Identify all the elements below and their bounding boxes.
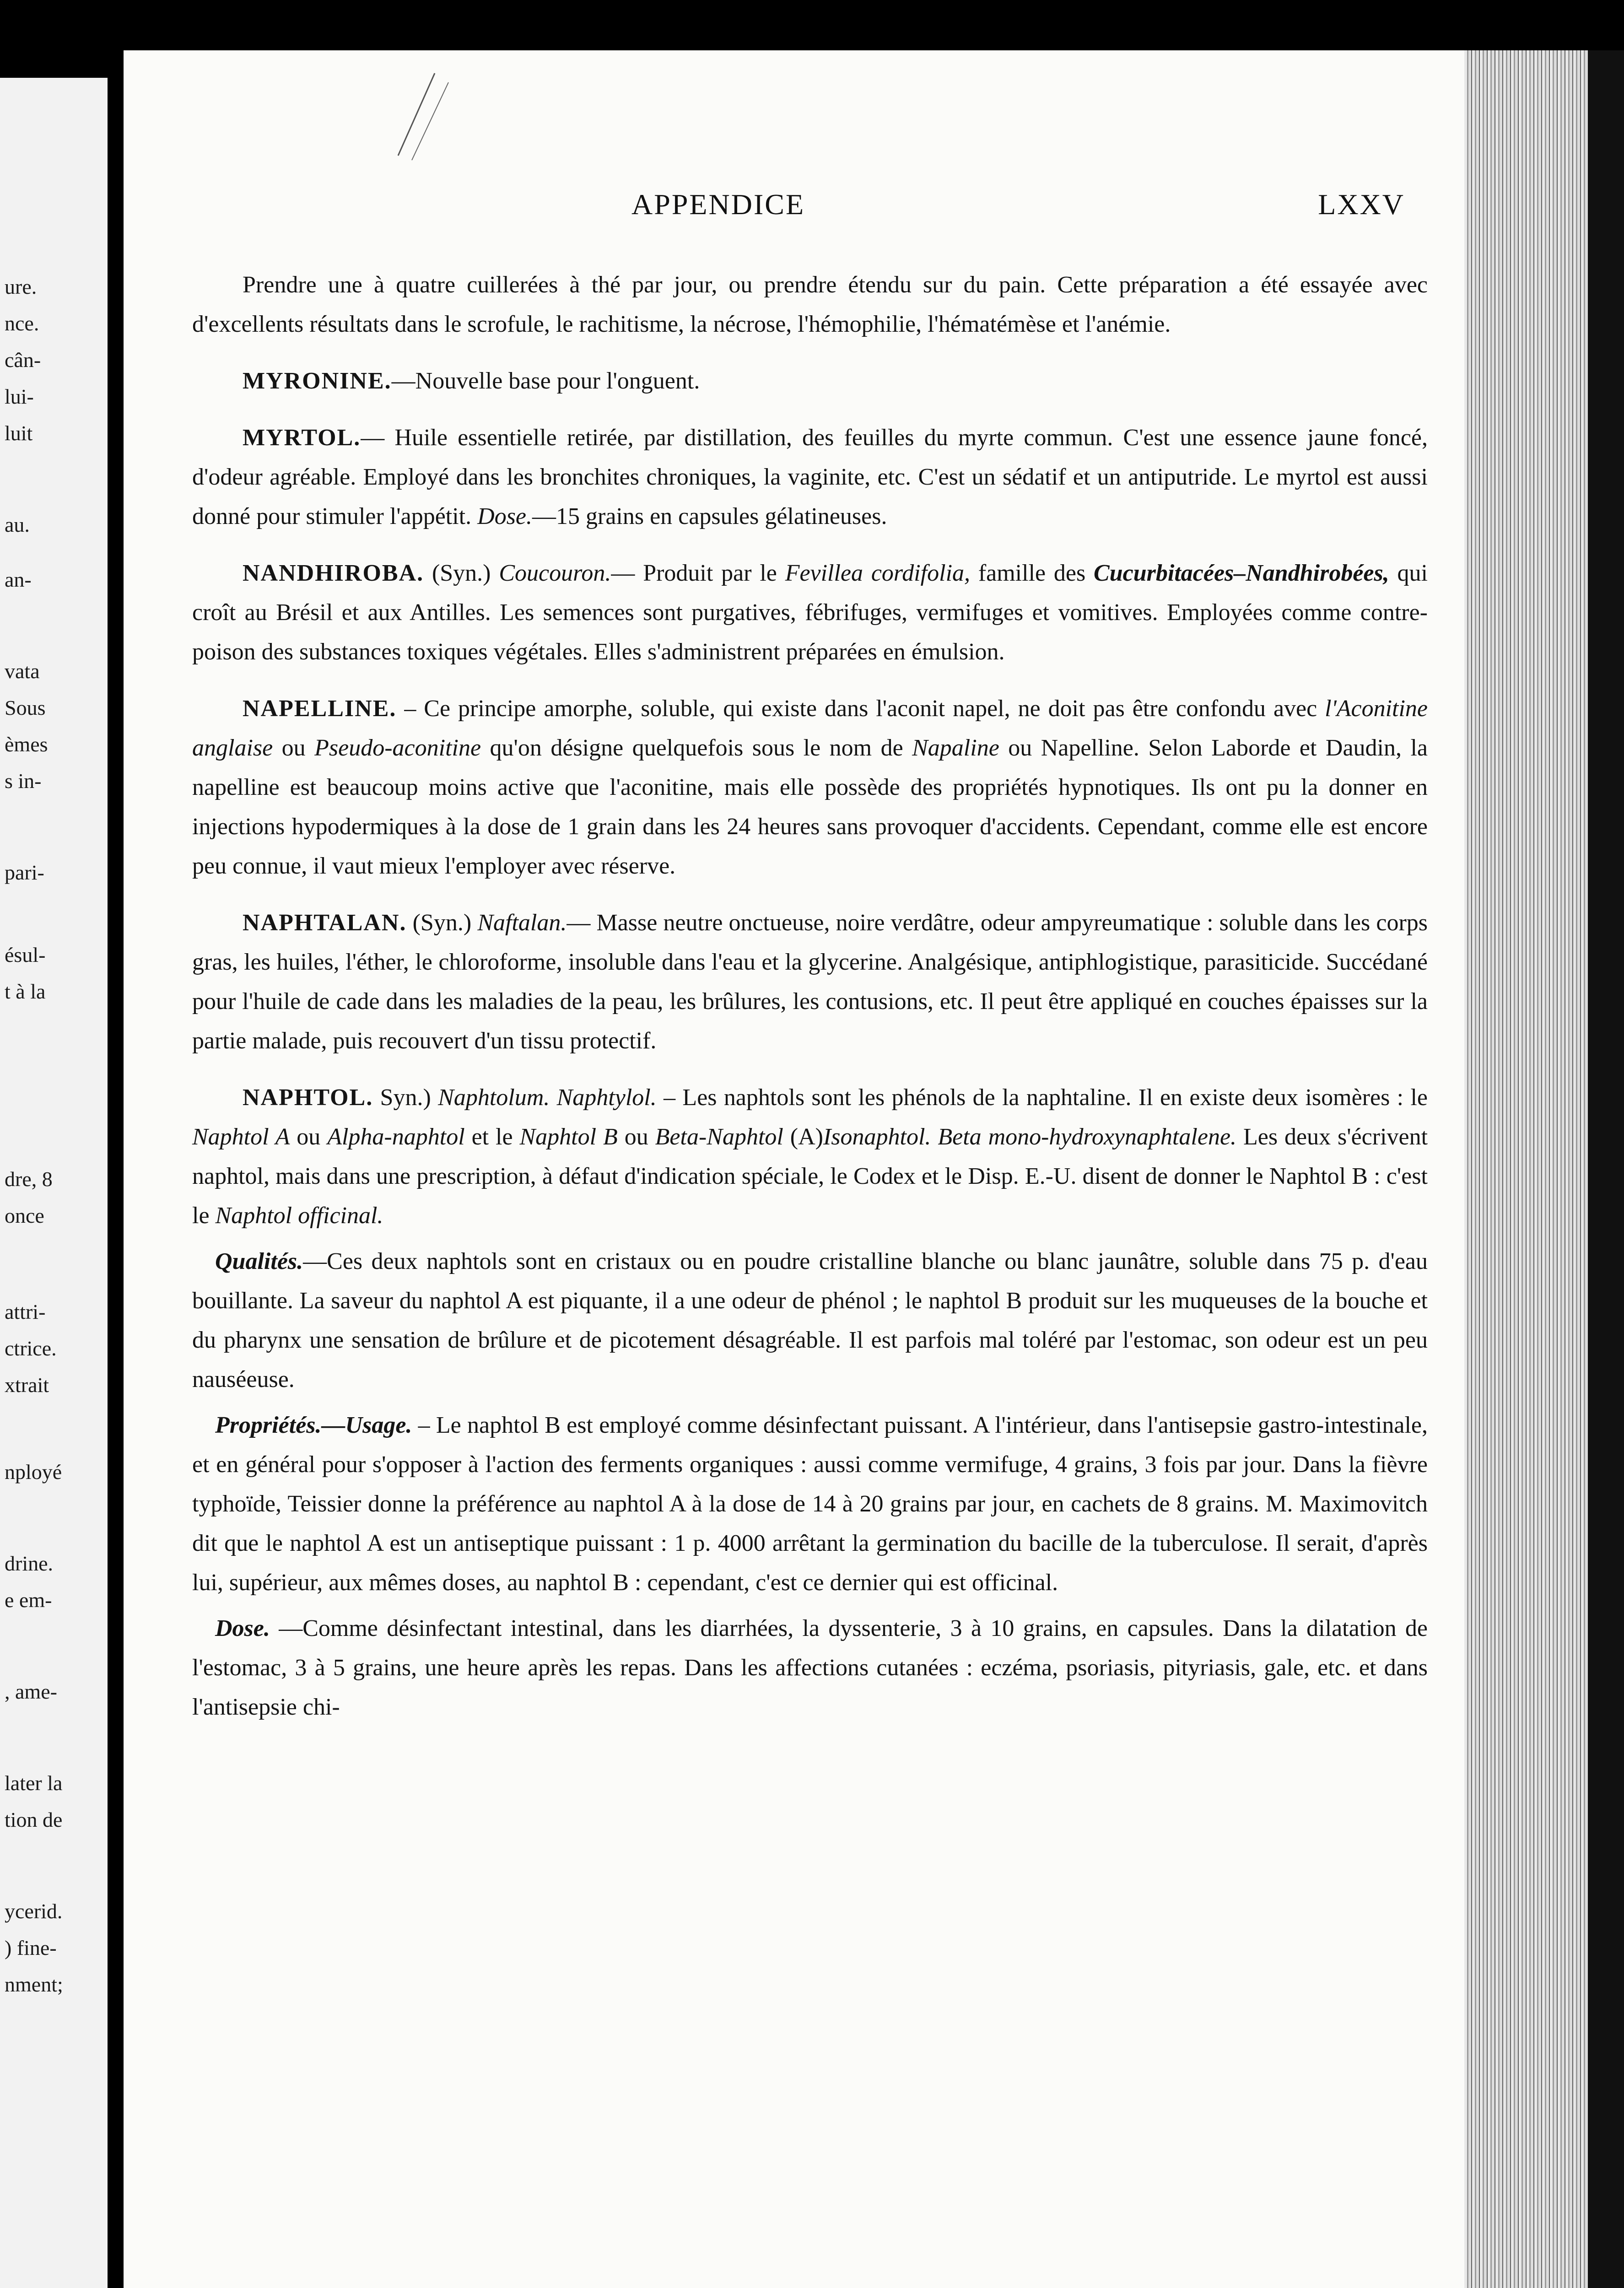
left-page-fragment: ctrice. [5, 1337, 57, 1360]
left-page-fragment: ure. [5, 275, 37, 298]
text-run: (Syn.) [406, 910, 478, 936]
left-page-fragment: au. [5, 513, 30, 536]
entry-term: NAPHTOL. [243, 1085, 373, 1111]
left-page-fragment: ésul- [5, 943, 46, 966]
text-run: Alpha-naphtol [327, 1124, 465, 1150]
left-page-fragment: later la [5, 1771, 63, 1795]
text-run: Fevillea cordifolia, [785, 560, 971, 586]
entry-paragraph [192, 1078, 1428, 1236]
text-run: – Les naphtols sont les phénols de la naphtaline. Il en existe deux isomères : le [656, 1085, 1428, 1111]
text-run: famille des [970, 560, 1094, 586]
text-run: Pseudo-aconitine [314, 735, 481, 761]
left-page-fragment: lui- [5, 385, 34, 408]
left-page-fragment: nce. [5, 312, 39, 335]
text-run: — Huile essentielle retirée, par distillation, des feuilles du myrte commun. C'est une essence jaune foncé, d'odeur agréable. Employé dans les bronchites chroniques, la vaginite, etc. C'est un sédatif et un antiputride. Le myrtol est aussi donné pour stimuler l'appétit. [192, 425, 1428, 529]
text-run: Naftalan. [477, 910, 567, 936]
entry-term: NANDHIROBA. [243, 560, 424, 586]
running-header [124, 188, 1464, 238]
text-run: —15 grains en capsules gélatineuses. [532, 503, 887, 529]
text-run: —Nouvelle base pour l'onguent. [391, 368, 700, 394]
left-page-fragment: s in- [5, 769, 42, 793]
left-page-fragment: dre, 8 [5, 1167, 53, 1191]
text-run: —Ces deux naphtols sont en cristaux ou en poudre cristalline blanche ou blanc jaunâtre, soluble dans 75 p. d'eau bouillante. La saveur du naphtol A est piquante, il a une odeur de phénol ; le naphtol B produit sur les muqueuses de la bouche et du pharynx une sensation de brûlure et de picotement désagréable. Il est parfois mal toléré par l'estomac, son odeur est un peu nauséeuse. [192, 1248, 1428, 1392]
entry-paragraph [192, 554, 1428, 672]
text-run: Les deux s'écrivent naphtol, mais dans une prescription, à défaut d'indication spéciale, le Codex et le Disp. E.-U. disent de donner le Naphtol B : c'est le [192, 1124, 1428, 1229]
left-page-fragment: once [5, 1204, 44, 1227]
entry-term: NAPHTALAN. [243, 910, 407, 936]
left-page-fragment: t à la [5, 980, 46, 1003]
left-page-fragment: drine. [5, 1552, 54, 1575]
text-run: Propriétés.—Usage. [215, 1412, 412, 1438]
book-gutter [108, 0, 124, 2288]
left-page-fragment: cân- [5, 348, 41, 372]
text-run: Dose. [215, 1615, 270, 1641]
left-page-fragment: tion de [5, 1808, 63, 1831]
text-run: Naphtol A [192, 1124, 290, 1150]
left-page-edge [0, 78, 108, 2288]
text-run: ou [273, 735, 315, 761]
text-run: Dose. [477, 503, 533, 529]
subsection-paragraph [192, 1242, 1428, 1399]
left-page-fragment: ) fine- [5, 1936, 57, 1959]
text-run: — Produit par le [611, 560, 785, 586]
text-run: Naphtolum. Naphtylol. [438, 1085, 657, 1111]
text-run: Beta-Naphtol [655, 1124, 783, 1150]
text-run: (A) [783, 1124, 823, 1150]
text-run: Napaline [912, 735, 999, 761]
left-page-fragment: xtrait [5, 1373, 49, 1397]
entry-paragraph [192, 362, 1428, 401]
page-edges-shadow [1588, 50, 1624, 2288]
entry-term: NAPELLINE. [243, 696, 397, 722]
text-run: l'Aconitine anglaise [192, 696, 1428, 761]
text-run: Prendre une à quatre cuillerées à thé par jour, ou prendre étendu sur du pain. Cette préparation a été essayée avec d'excellents résultats dans le scrofule, le rachitisme, la nécrose, l'hémophilie, l'hématémèse et l'anémie. [192, 272, 1428, 337]
body-text [192, 265, 1428, 1733]
subsection-paragraph [192, 1609, 1428, 1727]
left-page-fragment: , ame- [5, 1680, 57, 1703]
text-run: et le [464, 1124, 520, 1150]
entry-paragraph [192, 689, 1428, 886]
text-run: – Le naphtol B est employé comme désinfectant puissant. A l'intérieur, dans l'antisepsie gastro-intestinale, et en général pour s'opposer à l'action des ferments organiques : aussi comme vermifuge, 4 grains, 3 fois par jour. Dans la fièvre typhoïde, Teissier donne la préférence au naphtol A à la dose de 14 à 20 grains par jour, en cachets de 8 grains. M. Maximovitch dit que le naphtol A est un antiseptique puissant : 1 p. 4000 arrêtant la germination du bacille de la tuberculose. Il serait, d'après lui, supérieur, aux mêmes doses, au naphtol B : cependant, c'est ce dernier qui est officinal. [192, 1412, 1428, 1596]
text-run: (Syn.) [424, 560, 499, 586]
entry-term: MYRONINE. [243, 368, 392, 394]
entry-paragraph [192, 418, 1428, 536]
text-run: Qualités. [215, 1248, 303, 1274]
left-page-fragment: nment; [5, 1973, 63, 1996]
left-page-fragment: Sous [5, 696, 46, 719]
left-page-fragment: attri- [5, 1300, 46, 1323]
left-page-fragment: èmes [5, 733, 48, 756]
header-title: APPENDICE [631, 188, 805, 221]
subsection-paragraph [192, 1406, 1428, 1603]
entry-term: MYRTOL. [243, 425, 361, 451]
left-page-fragment: e em- [5, 1588, 52, 1612]
left-page-fragment: an- [5, 568, 32, 591]
text-run: Isonaphtol. Beta mono-hydroxynaphtalene. [823, 1124, 1237, 1150]
entry-paragraph [192, 903, 1428, 1061]
text-run: —Comme désinfectant intestinal, dans les diarrhées, la dyssenterie, 3 à 10 grains, en capsules. Dans la dilatation de l'estomac, 3 à 5 grains, une heure après les repas. Dans les affections cutanées : eczéma, psoriasis, pityriasis, gale, etc. et dans l'antisepsie chi- [192, 1615, 1428, 1720]
text-run: ou [290, 1124, 328, 1150]
page-number: LXXV [1318, 188, 1405, 221]
left-page-fragment: luit [5, 421, 33, 445]
entry-paragraph [192, 265, 1428, 344]
left-page-fragment: ycerid. [5, 1899, 63, 1923]
text-run: Naphtol B [519, 1124, 618, 1150]
left-page-fragment: vata [5, 659, 40, 683]
text-run: ou Napelline. Selon Laborde et Daudin, la napelline est beaucoup moins active que l'aconitine, mais elle possède des propriétés hypnotiques. Ils ont pu la donner en injections hypodermiques à la dose de 1 grain dans les 24 heures sans provoquer d'accidents. Cependant, comme elle est encore peu connue, il vaut mieux l'employer avec réserve. [192, 735, 1428, 879]
text-run: Syn.) [373, 1085, 438, 1111]
text-run: qui croît au Brésil et aux Antilles. Les semences sont purgatives, fébrifuges, vermifuges et vomitives. Employées comme contre-poison des substances toxiques végétales. Elles s'administrent préparées en émulsion. [192, 560, 1428, 665]
text-run: Cucurbitacées–Nandhirobées, [1094, 560, 1389, 586]
text-run: — Masse neutre onctueuse, noire verdâtre, odeur ampyreumatique : soluble dans les corps gras, les huiles, l'éther, le chloroforme, insoluble dans l'eau et la glycerine. Analgésique, antiphlogistique, parasiticide. Succédané pour l'huile de cade dans les maladies de la peau, les brûlures, les contusions, etc. Il peut être appliqué en couches épaisses sur la partie malade, puis recouvert d'un tissu protectif. [192, 910, 1428, 1054]
text-run: Coucouron. [499, 560, 611, 586]
left-page-fragment: pari- [5, 861, 44, 884]
text-run: Naphtol officinal. [215, 1203, 383, 1229]
page [124, 50, 1464, 2288]
pen-marks [380, 64, 471, 165]
text-run: ou [617, 1124, 655, 1150]
text-run: – Ce principe amorphe, soluble, qui existe dans l'aconit napel, ne doit pas être confondu avec [396, 696, 1325, 722]
left-page-fragment: nployé [5, 1460, 62, 1484]
text-run: qu'on désigne quelquefois sous le nom de [481, 735, 912, 761]
